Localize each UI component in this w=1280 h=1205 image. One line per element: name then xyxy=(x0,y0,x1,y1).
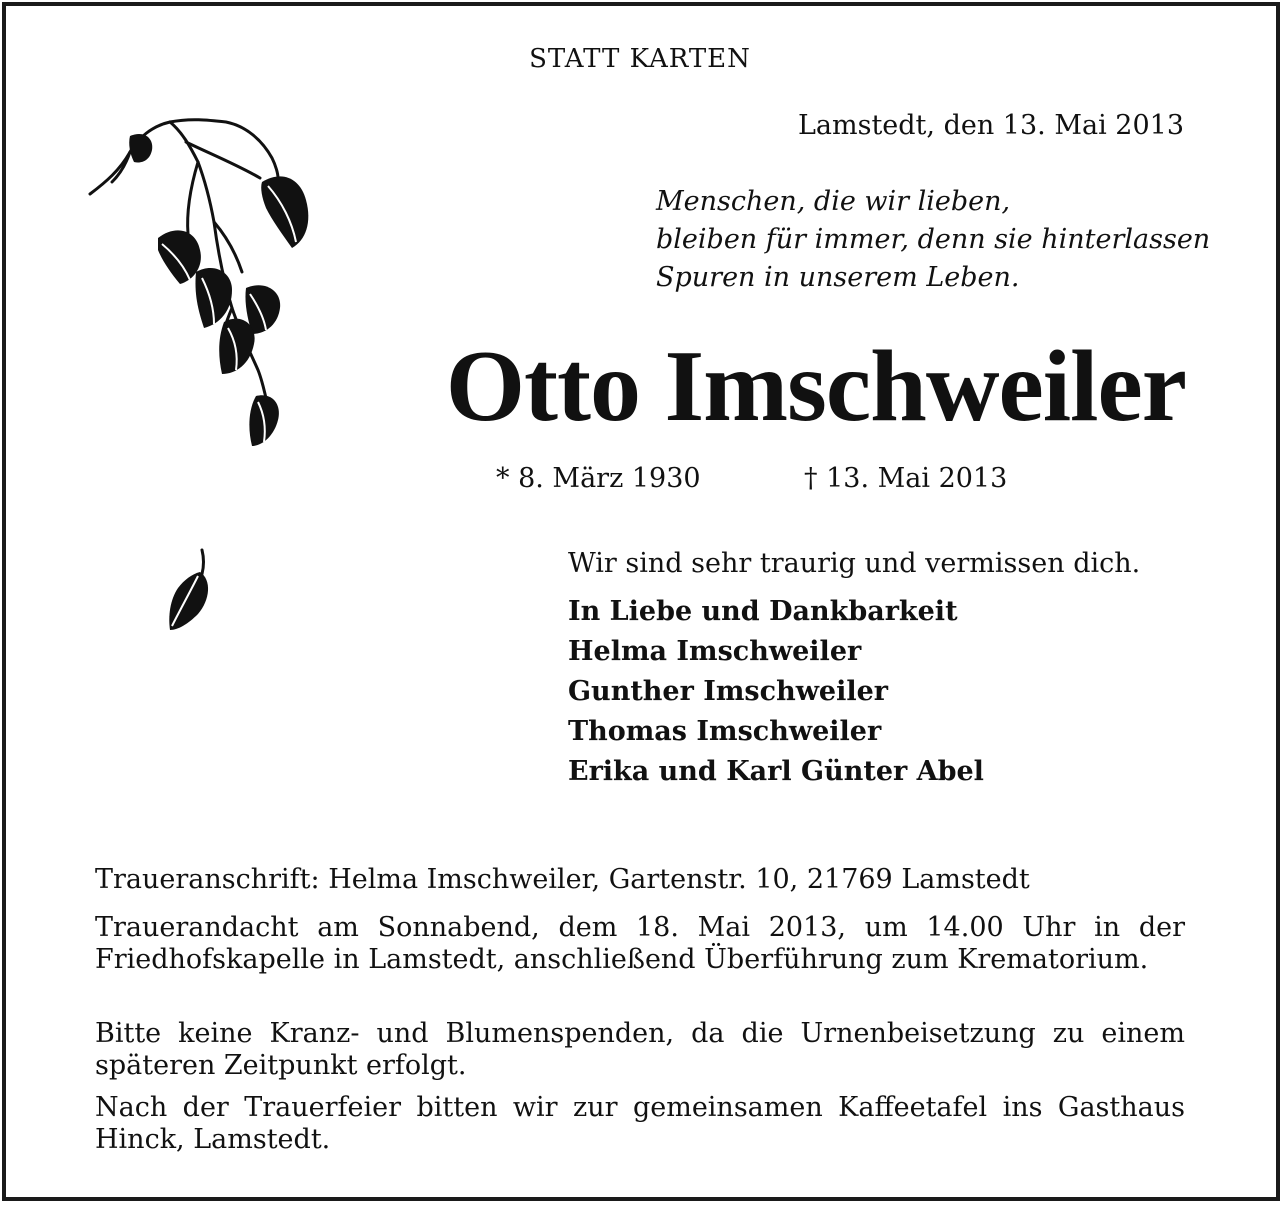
family-line: Gunther Imschweiler xyxy=(568,676,889,707)
place-date: Lamstedt, den 13. Mai 2013 xyxy=(797,110,1184,141)
falling-leaf-icon xyxy=(160,546,216,636)
family-line: In Liebe und Dankbarkeit xyxy=(568,596,958,627)
flowers-note xyxy=(95,1018,1185,1082)
deceased-name: Otto Imschweiler xyxy=(445,330,1186,443)
family-line: Thomas Imschweiler xyxy=(568,716,882,747)
memorial-quote xyxy=(656,183,1210,297)
coffee-text: Nach der Trauerfeier bitten wir zur gemeinsamen Kaffeetafel ins Gasthaus Hinck, Lamstedt. xyxy=(95,1092,1185,1155)
quote-line: bleiben für immer, denn sie hinterlassen xyxy=(656,224,1211,255)
flowers-text: Bitte keine Kranz- und Blumenspenden, da die Urnenbeisetzung zu einem späteren Zeitpunkt erfolgt. xyxy=(95,1018,1185,1081)
quote-line: Menschen, die wir lieben, xyxy=(656,186,1011,217)
family-line: Erika und Karl Günter Abel xyxy=(568,756,984,787)
coffee-note xyxy=(95,1092,1185,1156)
birch-branch-icon xyxy=(86,112,322,458)
service-details xyxy=(95,912,1185,976)
mourning-address: Traueranschrift: Helma Imschweiler, Gartenstr. 10, 21769 Lamstedt xyxy=(95,864,1030,895)
birth-date: * 8. März 1930 xyxy=(496,463,701,494)
family-signatures xyxy=(568,592,984,792)
service-text: Trauerandacht am Sonnabend, dem 18. Mai 2013, um 14.00 Uhr in der Friedhofskapelle in Lamstedt, anschließend Überführung zum Krematorium. xyxy=(95,912,1185,975)
quote-line: Spuren in unserem Leben. xyxy=(656,262,1020,293)
family-line: Helma Imschweiler xyxy=(568,636,862,667)
notice-header: STATT KARTEN xyxy=(529,44,751,74)
death-date: † 13. Mai 2013 xyxy=(804,463,1008,494)
mourning-line: Wir sind sehr traurig und vermissen dich. xyxy=(568,548,1141,579)
